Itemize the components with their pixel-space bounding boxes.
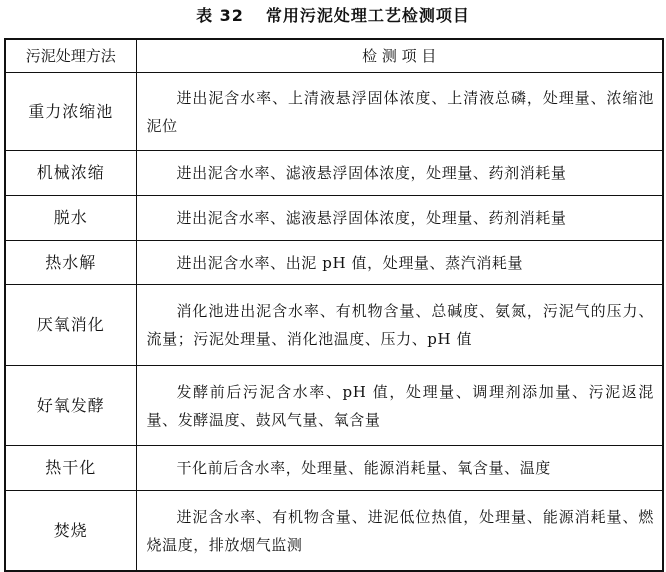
table-row [5, 73, 663, 151]
method-cell: 重力浓缩池 [5, 73, 136, 151]
method-cell: 机械浓缩 [5, 151, 136, 196]
table-row [5, 285, 663, 366]
monitoring-items-table [4, 38, 664, 572]
table-number: 表 32 [196, 6, 244, 25]
method-cell: 热干化 [5, 446, 136, 491]
items-cell: 发酵前后污泥含水率、pH 值，处理量、调理剂添加量、污泥返混量、发酵温度、鼓风气量、氧含量 [136, 366, 663, 446]
table-caption [0, 5, 666, 27]
method-cell: 脱水 [5, 196, 136, 241]
header-items: 检 测 项 目 [136, 39, 663, 73]
items-cell: 进出泥含水率、上清液悬浮固体浓度、上清液总磷，处理量、浓缩池泥位 [136, 73, 663, 151]
table-row [5, 196, 663, 241]
items-cell: 消化池进出泥含水率、有机物含量、总碱度、氨氮，污泥气的压力、流量；污泥处理量、消化池温度、压力、pH 值 [136, 285, 663, 366]
method-cell: 厌氧消化 [5, 285, 136, 366]
header-method: 污泥处理方法 [5, 39, 136, 73]
table-row [5, 241, 663, 285]
method-cell: 热水解 [5, 241, 136, 285]
table-row [5, 491, 663, 572]
table-row [5, 151, 663, 196]
method-cell: 好氧发酵 [5, 366, 136, 446]
table-row [5, 446, 663, 491]
items-cell: 进出泥含水率、滤液悬浮固体浓度，处理量、药剂消耗量 [136, 151, 663, 196]
table-header-row [5, 39, 663, 73]
table-row [5, 366, 663, 446]
items-cell: 干化前后含水率，处理量、能源消耗量、氧含量、温度 [136, 446, 663, 491]
items-cell: 进泥含水率、有机物含量、进泥低位热值，处理量、能源消耗量、燃烧温度，排放烟气监测 [136, 491, 663, 572]
table-title: 常用污泥处理工艺检测项目 [265, 6, 470, 25]
items-cell: 进出泥含水率、滤液悬浮固体浓度，处理量、药剂消耗量 [136, 196, 663, 241]
method-cell: 焚烧 [5, 491, 136, 572]
items-cell: 进出泥含水率、出泥 pH 值，处理量、蒸汽消耗量 [136, 241, 663, 285]
